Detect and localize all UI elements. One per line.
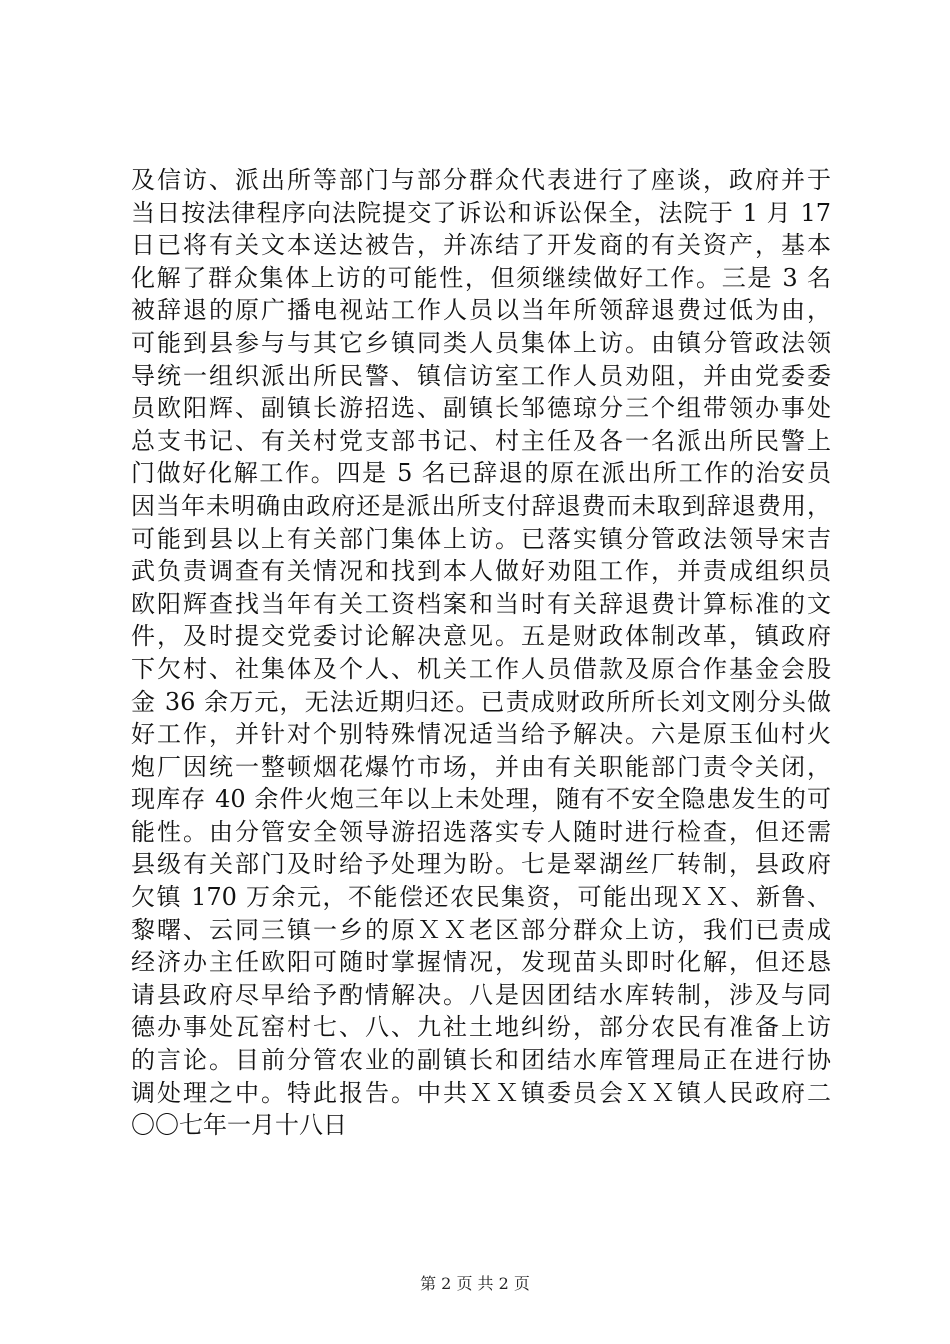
text-line: 被辞退的原广播电视站工作人员以当年所领辞退费过低为由， (131, 296, 831, 325)
text-line: 件，及时提交党委讨论解决意见。五是财政体制改革，镇政府 (131, 622, 831, 651)
text-line: 门做好化解工作。四是 5 名已辞退的原在派出所工作的治安员 (131, 459, 831, 488)
text-line: 现库存 40 余件火炮三年以上未处理，随有不安全隐患发生的可 (131, 785, 831, 814)
text-line: 能性。由分管安全领导游招选落实专人随时进行检查，但还需 (131, 817, 831, 846)
text-line: 因当年未明确由政府还是派出所支付辞退费而未取到辞退费用， (131, 491, 831, 520)
text-line: 导统一组织派出所民警、镇信访室工作人员劝阻，并由党委委 (131, 361, 831, 390)
text-line: 请县政府尽早给予酌情解决。八是因团结水库转制，涉及与同 (131, 980, 831, 1009)
text-line: 金 36 余万元，无法近期归还。已责成财政所所长刘文刚分头做 (131, 687, 831, 716)
text-line: 武负责调查有关情况和找到本人做好劝阻工作，并责成组织员 (131, 557, 831, 586)
text-line: 总支书记、有关村党支部书记、村主任及各一名派出所民警上 (131, 426, 831, 455)
text-line: 〇〇七年一月十八日 (131, 1111, 347, 1140)
text-line: 下欠村、社集体及个人、机关工作人员借款及原合作基金会股 (131, 654, 831, 683)
text-line: 炮厂因统一整顿烟花爆竹市场，并由有关职能部门责令关闭， (131, 752, 831, 781)
text-line: 可能到县以上有关部门集体上访。已落实镇分管政法领导宋吉 (131, 524, 831, 553)
body-paragraph (131, 164, 831, 1142)
page-footer: 第 2 页 共 2 页 (420, 1274, 530, 1293)
text-line: 黎曙、云同三镇一乡的原ＸＸ老区部分群众上访，我们已责成 (131, 915, 831, 944)
text-line: 好工作，并针对个别特殊情况适当给予解决。六是原玉仙村火 (131, 720, 831, 749)
text-line: 化解了群众集体上访的可能性，但须继续做好工作。三是 3 名 (131, 263, 831, 292)
text-line: 及信访、派出所等部门与部分群众代表进行了座谈，政府并于 (131, 166, 831, 194)
text-line: 调处理之中。特此报告。中共ＸＸ镇委员会ＸＸ镇人民政府二 (131, 1078, 831, 1107)
text-line: 县级有关部门及时给予处理为盼。七是翠湖丝厂转制，县政府 (131, 850, 831, 879)
text-line: 经济办主任欧阳可随时掌握情况，发现苗头即时化解，但还恳 (131, 948, 831, 977)
text-line: 员欧阳辉、副镇长游招选、副镇长邹德琼分三个组带领办事处 (131, 394, 831, 423)
text-line: 德办事处瓦窑村七、八、九社土地纠纷，部分农民有准备上访 (131, 1013, 831, 1042)
text-line: 的言论。目前分管农业的副镇长和团结水库管理局正在进行协 (131, 1046, 831, 1075)
text-line: 当日按法律程序向法院提交了诉讼和诉讼保全，法院于 1 月 17 (131, 198, 831, 227)
text-line: 欧阳辉查找当年有关工资档案和当时有关辞退费计算标准的文 (131, 589, 831, 618)
text-line: 日已将有关文本送达被告，并冻结了开发商的有关资产，基本 (131, 231, 831, 260)
text-line: 可能到县参与与其它乡镇同类人员集体上访。由镇分管政法领 (131, 328, 831, 357)
text-line: 欠镇 170 万余元，不能偿还农民集资，可能出现ＸＸ、新鲁、 (131, 883, 831, 912)
